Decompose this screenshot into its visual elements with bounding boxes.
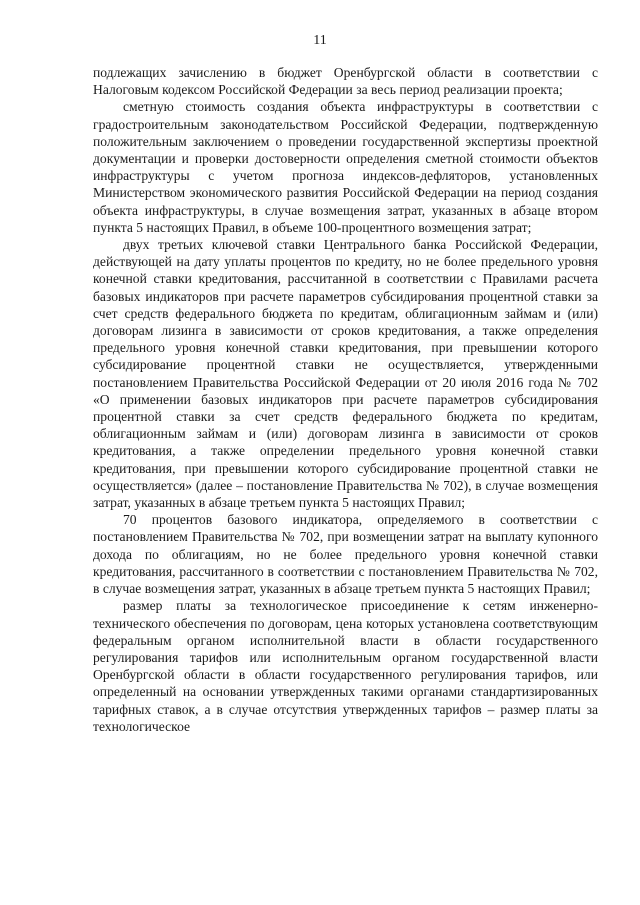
paragraph-continuation: подлежащих зачислению в бюджет Оренбургской области в соответствии с Налоговым кодексом Российской Федерации за весь период реализации проекта; — [93, 65, 598, 98]
paragraph-estimated-cost: сметную стоимость создания объекта инфраструктуры в соответствии с градостроительным законодательством Российской Федерации, подтвержденную положительным заключением о проведении государственной экспертизы проектной документации и проверки достоверности определения сметной стоимости объектов инфраструктуры с учетом прогноза индексов-дефляторов, установленных Министерством экономического развития Российской Федерации на период создания объекта инфраструктуры, в случае возмещения затрат, указанных в абзаце втором пункта 5 настоящих Правил, в объеме 100-процентного возмещения затрат; — [93, 99, 598, 235]
document-body — [93, 64, 598, 735]
paragraph-key-rate: двух третьих ключевой ставки Центрального банка Российской Федерации, действующей на дату уплаты процентов по кредиту, но не более предельного уровня конечной ставки кредитования, рассчитанной в соответствии с Правилами расчета базовых индикаторов при расчете параметров субсидирования процентной ставки за счет средств федерального бюджета по кредитам, облигационным займам и (или) договорам лизинга в зависимости от сроков кредитования, а также определения предельного уровня конечной ставки кредитования, при превышении которого субсидирование процентной ставки не осуществляется, утвержденными постановлением Правительства Российской Федерации от 20 июля 2016 года № 702 «О применении базовых индикаторов при расчете параметров субсидирования процентной ставки за счет средств федерального бюджета по кредитам, облигационным займам и (или) договорам лизинга в зависимости от сроков кредитования, а также определении предельного уровня конечной ставки кредитования, при превышении которого субсидирование процентной ставки не осуществляется» (далее – постановление Правительства № 702), в случае возмещения затрат, указанных в абзаце третьем пункта 5 настоящих Правил; — [93, 237, 598, 511]
paragraph-base-indicator: 70 процентов базового индикатора, определяемого в соответствии с постановлением Правительства № 702, при возмещении затрат на выплату купонного дохода по облигациям, но не более предельного уровня конечной ставки кредитования, рассчитанного в соответствии с постановлением Правительства № 702, в случае возмещения затрат, указанных в абзаце третьем пункта 5 настоящих Правил; — [93, 512, 598, 597]
paragraph-connection-fee: размер платы за технологическое присоединение к сетям инженерно-технического обеспечения по договорам, цена которых установлена соответствующим федеральным органом исполнительной власти в области государственного регулирования тарифов или исполнительным органом государственной власти Оренбургской области в области государственного регулирования тарифов, или определенный на основании утвержденных такими органами стандартизированных тарифных ставок, а в случае отсутствия утвержденных тарифов – размер платы за технологическое — [93, 598, 598, 734]
page-number: 11 — [313, 33, 327, 48]
